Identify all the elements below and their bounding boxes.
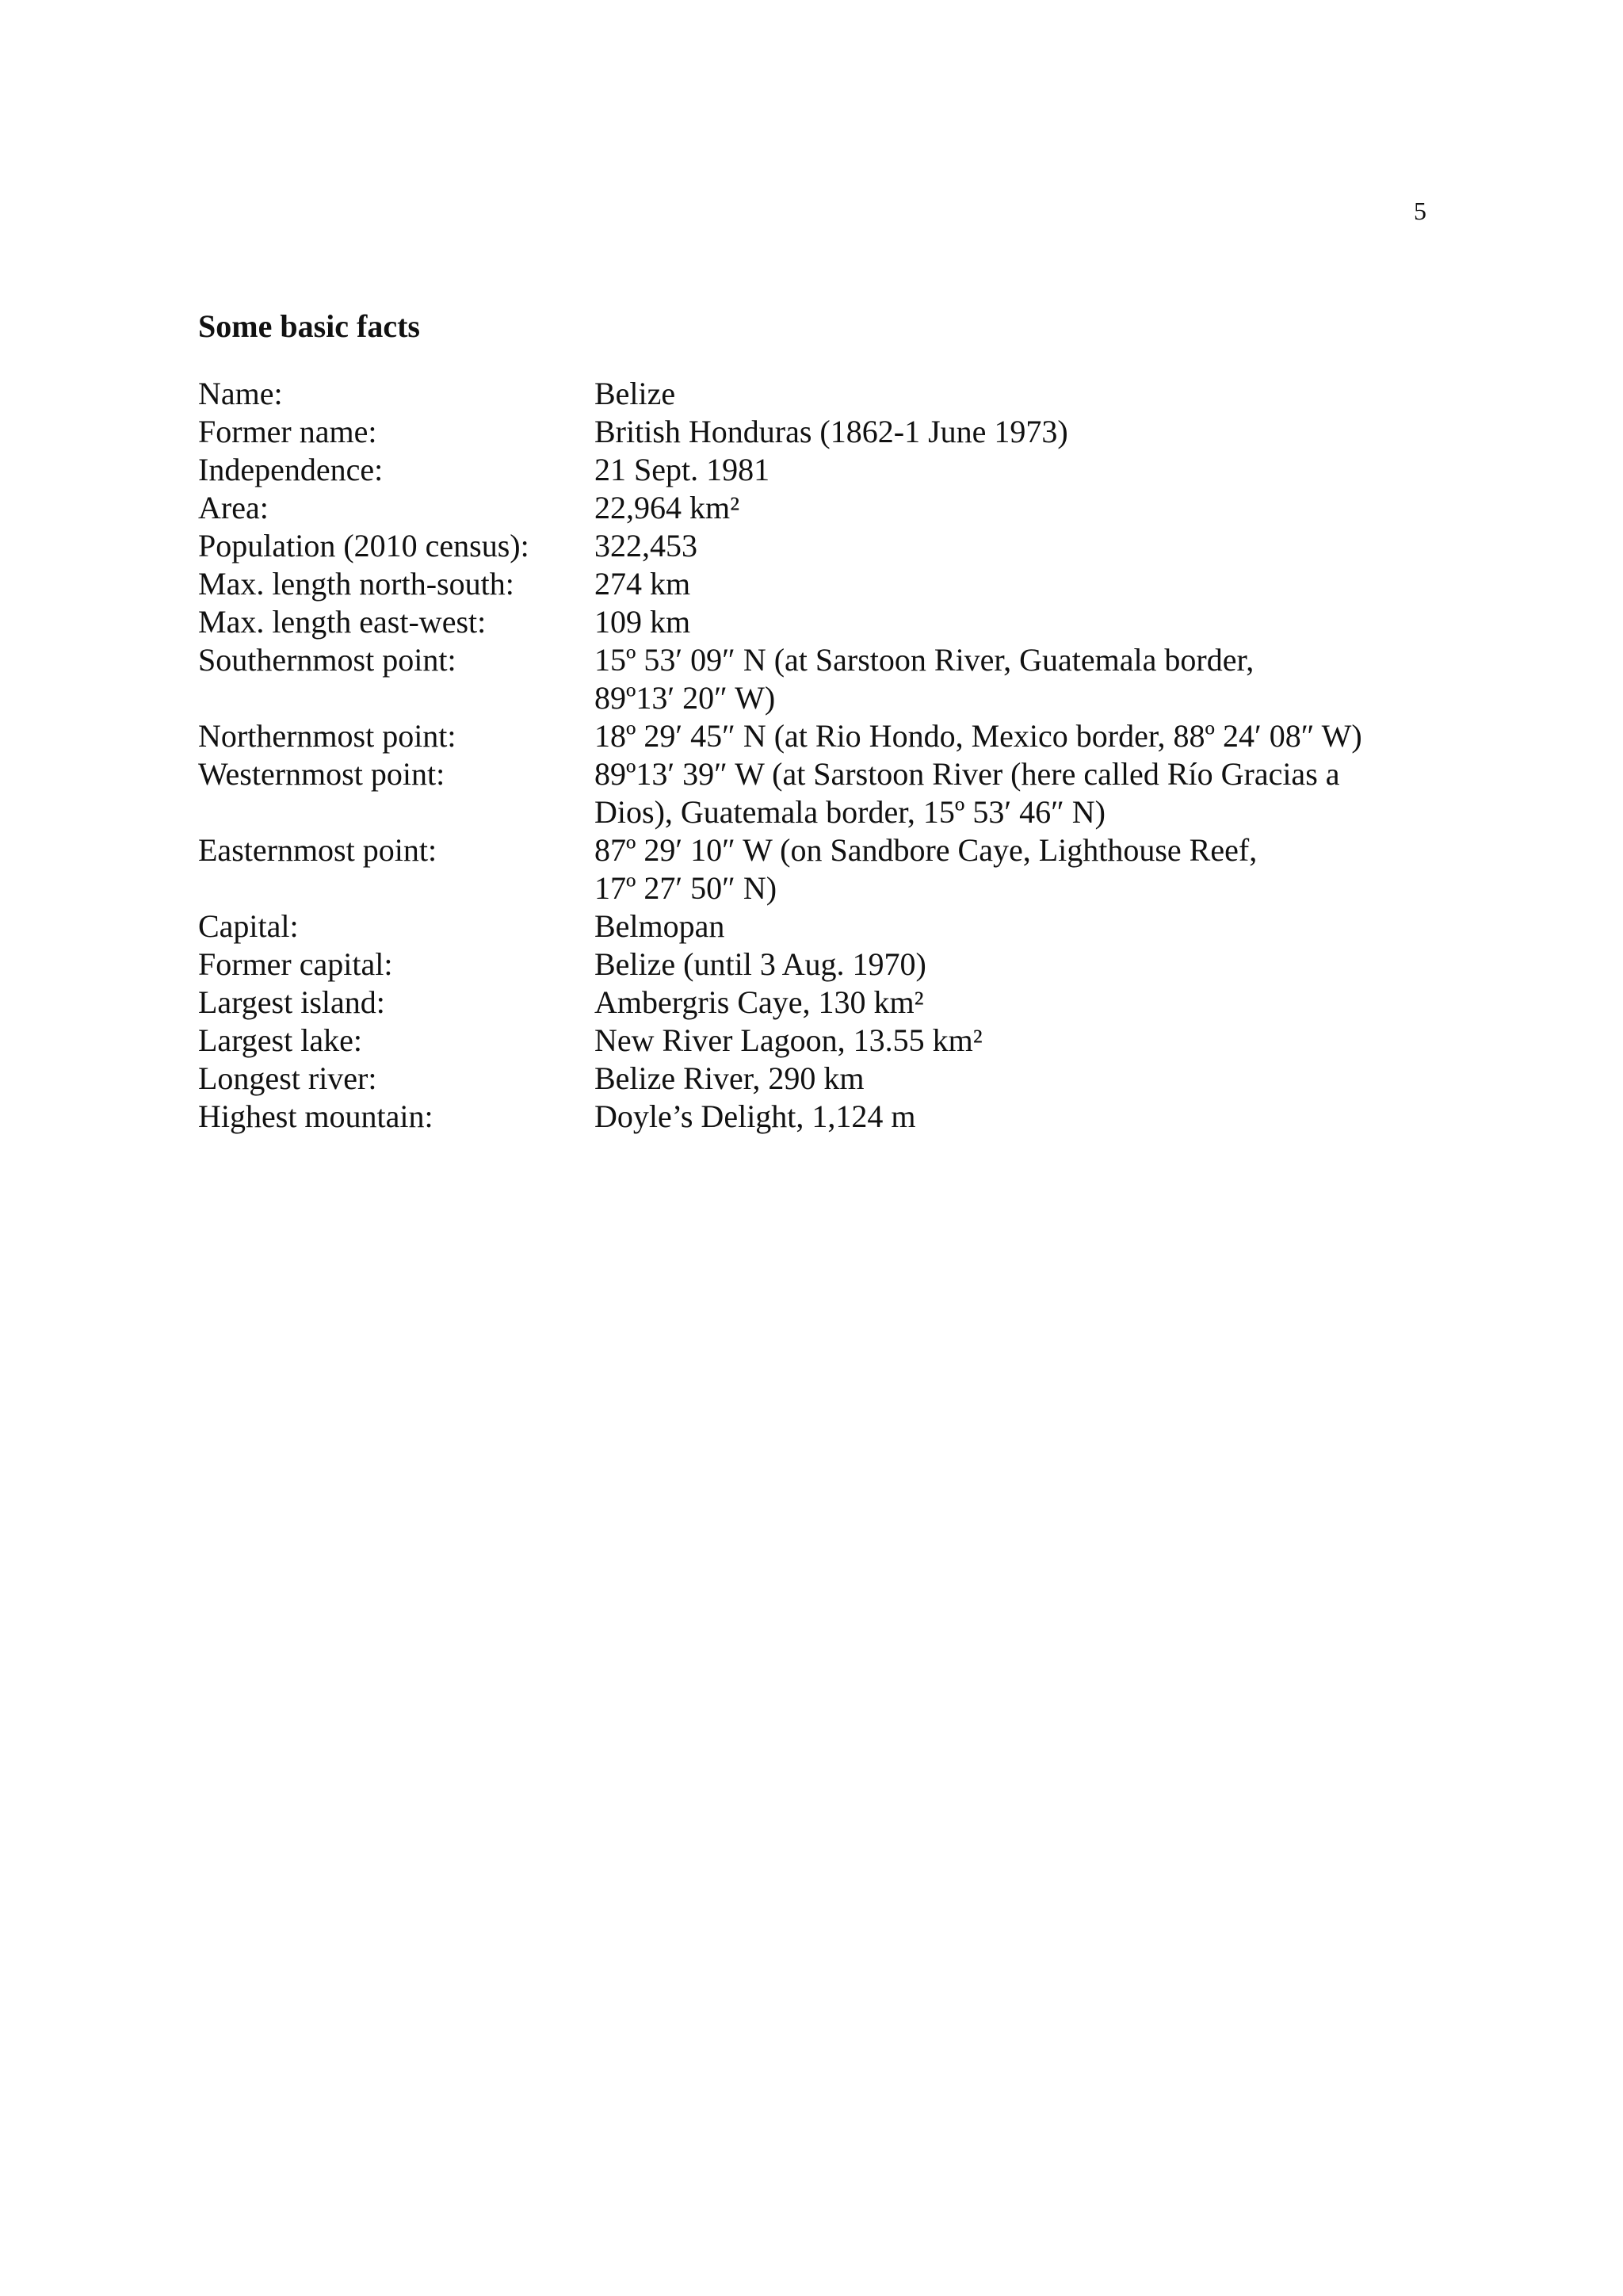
fact-row	[198, 831, 1434, 907]
fact-row	[198, 755, 1434, 831]
fact-value-line: 109 km	[594, 604, 691, 640]
fact-value	[594, 717, 1434, 755]
fact-value	[594, 755, 1434, 831]
fact-row	[198, 1022, 1434, 1060]
fact-value	[594, 1022, 1434, 1060]
fact-value	[594, 641, 1434, 717]
facts-list	[198, 375, 1434, 1136]
fact-row	[198, 641, 1434, 717]
fact-label: Largest island:	[198, 984, 385, 1020]
fact-value	[594, 831, 1434, 907]
fact-label: Westernmost point:	[198, 756, 445, 792]
fact-label: Area:	[198, 490, 269, 525]
fact-value-line: Dios), Guatemala border, 15º 53′ 46″ N)	[594, 794, 1106, 830]
fact-label: Independence:	[198, 452, 384, 487]
fact-value	[594, 375, 1434, 413]
fact-label: Highest mountain:	[198, 1098, 433, 1134]
fact-value-line: 18º 29′ 45″ N (at Rio Hondo, Mexico border, 88º 24′ 08″ W)	[594, 718, 1362, 754]
fact-value	[594, 946, 1434, 984]
fact-value-line: 274 km	[594, 566, 691, 602]
fact-value-line: 22,964 km²	[594, 490, 740, 525]
fact-row	[198, 1098, 1434, 1136]
fact-value-line: British Honduras (1862-1 June 1973)	[594, 414, 1068, 449]
fact-label: Max. length east-west:	[198, 604, 487, 640]
fact-value	[594, 603, 1434, 641]
fact-row	[198, 717, 1434, 755]
fact-value-line: 87º 29′ 10″ W (on Sandbore Caye, Lighthouse Reef,	[594, 832, 1258, 868]
fact-value-line: Belize (until 3 Aug. 1970)	[594, 946, 926, 982]
fact-value-line: 89º13′ 39″ W (at Sarstoon River (here called Río Gracias a	[594, 756, 1340, 792]
fact-row	[198, 489, 1434, 527]
fact-label: Southernmost point:	[198, 642, 456, 678]
fact-value	[594, 527, 1434, 565]
fact-value	[594, 451, 1434, 489]
fact-label: Former name:	[198, 414, 377, 449]
fact-row	[198, 375, 1434, 413]
fact-value-line: 15º 53′ 09″ N (at Sarstoon River, Guatemala border,	[594, 642, 1254, 678]
fact-label: Name:	[198, 376, 283, 411]
fact-row	[198, 451, 1434, 489]
fact-value-line: Doyle’s Delight, 1,124 m	[594, 1098, 916, 1134]
fact-label: Max. length north-south:	[198, 566, 514, 602]
fact-value-line: Belmopan	[594, 908, 725, 944]
fact-value-line: Ambergris Caye, 130 km²	[594, 984, 924, 1020]
fact-row	[198, 565, 1434, 603]
fact-value-line: New River Lagoon, 13.55 km²	[594, 1022, 983, 1058]
fact-value	[594, 907, 1434, 946]
fact-row	[198, 907, 1434, 946]
fact-value	[594, 1098, 1434, 1136]
fact-value-line: 17º 27′ 50″ N)	[594, 870, 777, 906]
fact-value-line: Belize	[594, 376, 676, 411]
fact-value	[594, 565, 1434, 603]
fact-row	[198, 413, 1434, 451]
section-heading: Some basic facts	[198, 308, 420, 344]
fact-row	[198, 946, 1434, 984]
fact-label: Northernmost point:	[198, 718, 456, 754]
page-number: 5	[1414, 197, 1426, 225]
fact-value	[594, 413, 1434, 451]
fact-label: Longest river:	[198, 1060, 377, 1096]
fact-row	[198, 527, 1434, 565]
fact-value	[594, 1060, 1434, 1098]
fact-value-line: 322,453	[594, 528, 697, 563]
fact-value-line: 21 Sept. 1981	[594, 452, 770, 487]
fact-label: Former capital:	[198, 946, 393, 982]
fact-label: Largest lake:	[198, 1022, 362, 1058]
fact-label: Easternmost point:	[198, 832, 437, 868]
fact-label: Capital:	[198, 908, 299, 944]
fact-value	[594, 984, 1434, 1022]
fact-value	[594, 489, 1434, 527]
fact-value-line: 89º13′ 20″ W)	[594, 680, 776, 716]
fact-value-line: Belize River, 290 km	[594, 1060, 865, 1096]
fact-row	[198, 1060, 1434, 1098]
fact-label: Population (2010 census):	[198, 528, 529, 563]
fact-row	[198, 603, 1434, 641]
fact-row	[198, 984, 1434, 1022]
